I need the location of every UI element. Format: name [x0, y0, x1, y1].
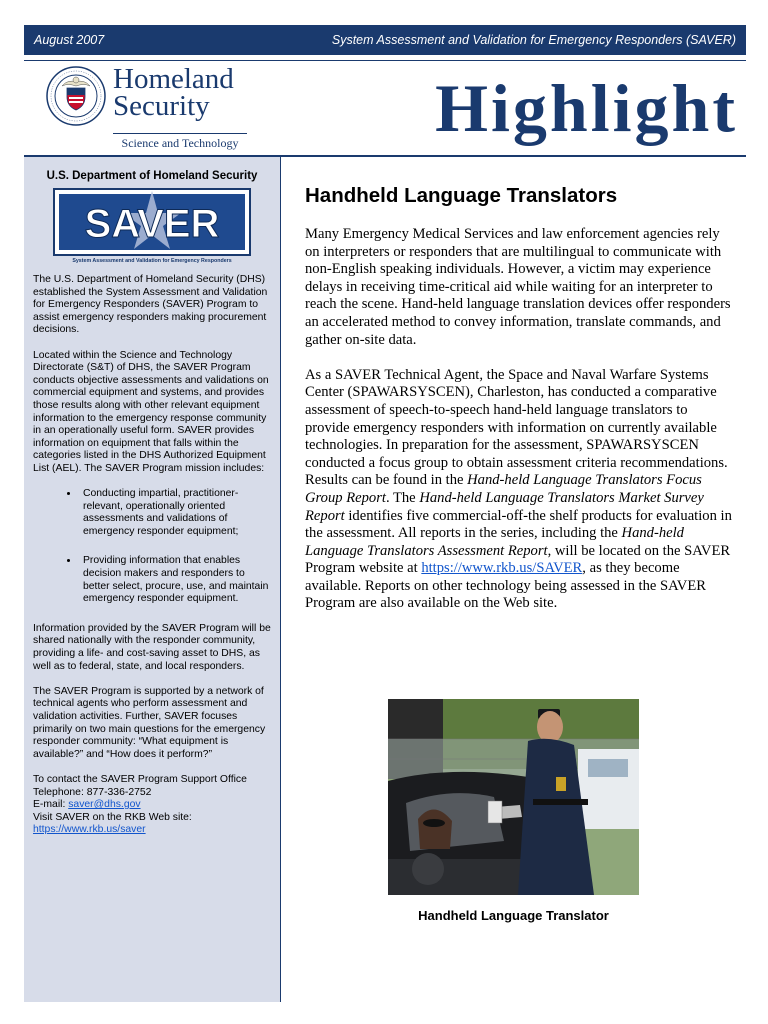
- sidebar-paragraph: The SAVER Program is supported by a network of technical agents who perform assessment and validation activities. Further, SAVER focuses primarily on two main questions for the emergency responder community: “What equipment is available?” and “How does it perform?”: [33, 685, 266, 760]
- contact-telephone: Telephone: 877-336-2752: [33, 786, 152, 798]
- article: [305, 184, 733, 631]
- article-text: , as they become available. Reports on other technology being assessed in the SAVER Program are also available on the Web site.: [305, 560, 706, 612]
- issue-date: August 2007: [34, 33, 105, 47]
- mission-list: [33, 488, 273, 606]
- contact-block: [33, 774, 273, 837]
- article-paragraph: Many Emergency Medical Services and law enforcement agencies rely on interpreters or responders that are multilingual to communicate with non-English speaking individuals. However, a victim may experience delays in receiving time-critical aid while waiting for an interpreter to reach the scene. Hand-held language translation devices offer responders an accelerated method to convey information, translate commands, and gather on-site data.: [305, 226, 731, 348]
- rkb-link[interactable]: https://www.rkb.us/saver: [33, 824, 146, 836]
- dhs-seal-icon: [46, 66, 106, 126]
- saver-logo-icon: [53, 187, 251, 257]
- top-rule: [24, 60, 746, 61]
- sidebar-paragraph: The U.S. Department of Homeland Security (DHS) established the System Assessment and Validation for Emergency Responders (SAVER) Program to assist emergency responders making procurement decisions.: [33, 274, 268, 336]
- homeland-security-title: Homeland Security: [113, 63, 234, 122]
- mission-item: • Conducting impartial, practitioner-relevant, operationally oriented assessments and validations of emergency responder equipment;: [79, 488, 273, 538]
- sidebar-paragraph: Located within the Science and Technology Directorate (S&T) of DHS, the SAVER Program conducts objective assessments and validations on commercial equipment and systems, and provides those results along with other relevant equipment information to the emergency response community in an operationally useful form. SAVER provides information on equipment that falls within the categories listed in the DHS Authorized Equipment List (AEL). The SAVER Program mission includes:: [33, 349, 269, 474]
- police-officer-photo: [388, 699, 639, 895]
- sidebar-department: U.S. Department of Homeland Security: [46, 170, 258, 182]
- contact-intro: To contact the SAVER Program Support Office: [33, 773, 247, 785]
- saver-logo-text: SAVER: [84, 201, 220, 246]
- report-title: Hand-held Language Translators Market Survey Report: [305, 489, 704, 524]
- article-title: Handheld Language Translators: [305, 184, 618, 207]
- sidebar: [24, 157, 281, 1002]
- report-title: Hand-held Language Translators Focus Group Report: [305, 472, 702, 506]
- contact-url-line: [33, 824, 273, 837]
- article-paragraph: [305, 367, 733, 613]
- article-text: , will be located on the SAVER Program website at: [305, 542, 731, 577]
- photo-caption: Handheld Language Translator: [418, 908, 609, 923]
- sidebar-body: [33, 274, 273, 837]
- report-title: Hand-held Language Translators Assessment Report: [305, 525, 684, 559]
- article-text: identifies five commercial-off-the shelf products for evaluation in the assessment. All reports in the series, including the: [305, 507, 732, 542]
- article-text: . The: [385, 489, 420, 506]
- saver-website-link[interactable]: https://www.rkb.us/SAVER: [421, 560, 583, 577]
- mission-item: • Providing information that enables decision makers and responders to better select, procure, use, and maintain emergency responder equipment.: [79, 555, 273, 605]
- article-text: As a SAVER Technical Agent, the Space and Naval Warfare Systems Center (SPAWARSYSCEN), Charleston, has conducted a comparative assessment of speech-to-speech hand-held language translators to provide emergency responders with information on currently available technologies. In preparation for the assessment, SPAWARSYSCEN conducted a focus group to obtain assessment criteria recommendations. Results can be found in the: [305, 366, 728, 489]
- dhs-logo: [46, 64, 250, 154]
- contact-email-line: [33, 799, 273, 812]
- program-name: System Assessment and Validation for Emergency Responders (SAVER): [331, 33, 736, 47]
- header-banner: [24, 25, 746, 55]
- email-link[interactable]: saver@dhs.gov: [68, 799, 141, 811]
- page-title: Highlight: [435, 70, 738, 146]
- sidebar-paragraph: Information provided by the SAVER Program will be shared nationally with the responder community, providing a life- and cost-saving asset to DHS, as well as to federal, state, and local responders.: [33, 622, 271, 672]
- contact-visit: Visit SAVER on the RKB Web site:: [33, 811, 192, 823]
- saver-tagline: System Assessment and Validation for Emergency Responders: [72, 257, 232, 264]
- science-technology-label: Science and Technology: [121, 136, 239, 150]
- email-label: E-mail:: [33, 799, 69, 811]
- logo-divider: [113, 133, 247, 134]
